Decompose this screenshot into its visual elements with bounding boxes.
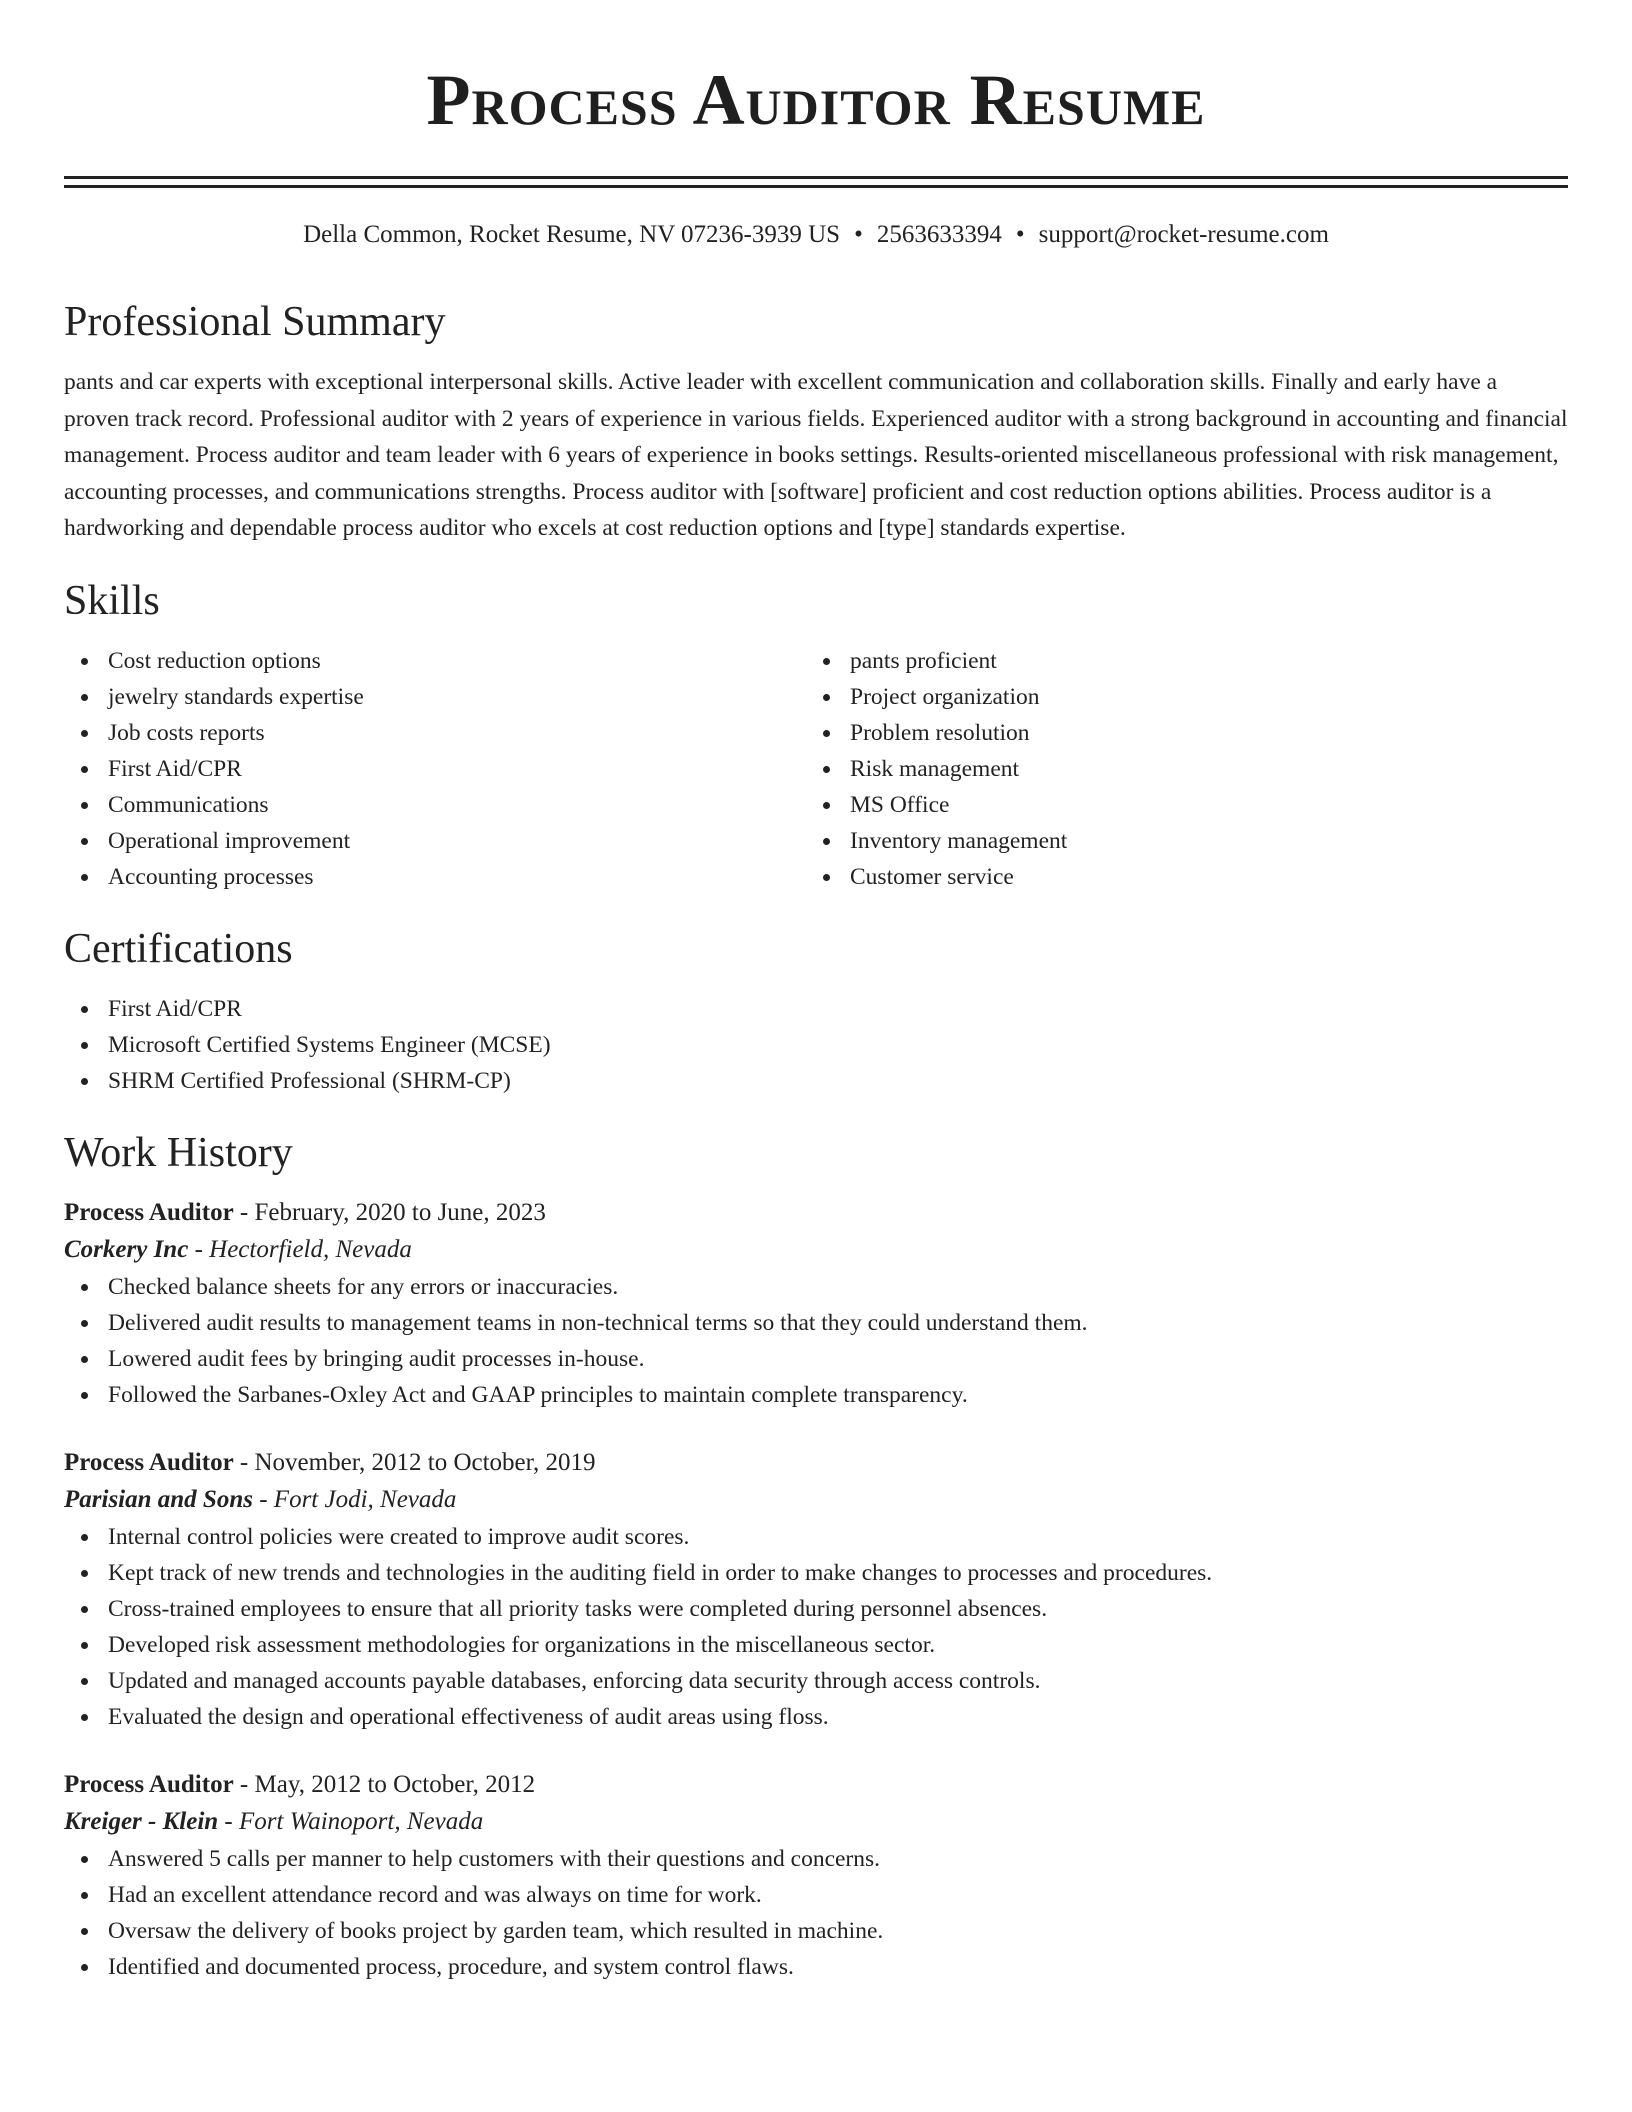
- job-duty-text: Internal control policies were created to improve audit scores.: [108, 1523, 690, 1550]
- skill-item: [806, 787, 1548, 823]
- skill-item: [64, 823, 806, 859]
- bullet-icon: [81, 658, 88, 665]
- job-title-line: [64, 1767, 1568, 1803]
- job-duty-text: Developed risk assessment methodologies for organizations in the miscellaneous sector.: [108, 1631, 936, 1658]
- skill-label: Inventory management: [850, 827, 1068, 854]
- job-dates: - February, 2020 to June, 2023: [233, 1198, 546, 1226]
- job-duty-text: Kept track of new trends and technologies in the auditing field in order to make changes to processes and procedures.: [108, 1559, 1213, 1586]
- job-location: - Hectorfield, Nevada: [188, 1235, 412, 1263]
- certification-item: [64, 1027, 1568, 1063]
- work-history-heading: Work History: [64, 1129, 293, 1176]
- skill-item: [806, 679, 1548, 715]
- bullet-icon: [81, 1392, 88, 1399]
- bullet-icon: [81, 1570, 88, 1577]
- certification-item: [64, 1063, 1568, 1099]
- job-title: Process Auditor: [64, 1448, 234, 1476]
- job-company-line: [64, 1803, 1568, 1841]
- job-duty-text: Had an excellent attendance record and was always on time for work.: [108, 1881, 762, 1908]
- resume-title: Process Auditor Resume: [426, 60, 1206, 140]
- job-entry: [64, 1445, 1568, 1735]
- job-location: - Fort Wainoport, Nevada: [218, 1807, 484, 1835]
- bullet-icon: [81, 802, 88, 809]
- skill-label: Operational improvement: [108, 827, 351, 854]
- bullet-icon: [81, 1320, 88, 1327]
- contact-email: support@rocket-resume.com: [1038, 221, 1329, 248]
- skill-item: [806, 643, 1548, 679]
- job-company: Kreiger - Klein: [64, 1807, 219, 1835]
- job-duties-list: [64, 1269, 1568, 1413]
- bullet-icon: [81, 1042, 88, 1049]
- skills-grid: [64, 643, 1568, 895]
- title-divider-bottom: [64, 185, 1568, 188]
- bullet-icon: [81, 874, 88, 881]
- job-duty-text: Cross-trained employees to ensure that all priority tasks were completed during personnel absences.: [108, 1595, 1048, 1622]
- skill-item: [806, 823, 1548, 859]
- bullet-icon: [81, 838, 88, 845]
- job-title-line: [64, 1445, 1568, 1481]
- job-entry: [64, 1767, 1568, 1985]
- bullet-icon: [81, 1678, 88, 1685]
- bullet-icon: [81, 1928, 88, 1935]
- skill-label: Communications: [108, 791, 269, 818]
- skill-item: [64, 751, 806, 787]
- job-duty: [64, 1555, 1568, 1591]
- certifications-heading: Certifications: [64, 925, 293, 972]
- skill-item: [64, 679, 806, 715]
- job-entry: [64, 1195, 1568, 1413]
- bullet-icon: [823, 730, 830, 737]
- skill-label: pants proficient: [850, 647, 997, 674]
- bullet-icon: [823, 658, 830, 665]
- job-company-line: [64, 1481, 1568, 1519]
- title-divider-top: [64, 176, 1568, 179]
- job-duty: [64, 1305, 1568, 1341]
- bullet-icon: [81, 1534, 88, 1541]
- certification-item: [64, 991, 1568, 1027]
- job-title: Process Auditor: [64, 1198, 234, 1226]
- job-duty-text: Delivered audit results to management teams in non-technical terms so that they could understand them.: [108, 1309, 1088, 1336]
- bullet-icon: [823, 838, 830, 845]
- summary-heading: Professional Summary: [64, 299, 446, 345]
- bullet-icon: [81, 766, 88, 773]
- job-duty-text: Checked balance sheets for any errors or inaccuracies.: [108, 1273, 619, 1300]
- job-duty-text: Answered 5 calls per manner to help customers with their questions and concerns.: [108, 1845, 881, 1872]
- certification-label: Microsoft Certified Systems Engineer (MCSE): [108, 1031, 551, 1058]
- job-duty: [64, 1591, 1568, 1627]
- contact-separator: •: [854, 221, 863, 248]
- bullet-icon: [823, 874, 830, 881]
- job-title-line: [64, 1195, 1568, 1231]
- skill-label: jewelry standards expertise: [108, 683, 364, 710]
- bullet-icon: [81, 1714, 88, 1721]
- bullet-icon: [81, 1606, 88, 1613]
- job-dates: - November, 2012 to October, 2019: [233, 1448, 596, 1476]
- skills-list-left: [64, 643, 806, 895]
- skill-label: First Aid/CPR: [108, 755, 242, 782]
- skills-column-left: [64, 643, 806, 895]
- job-duty-text: Oversaw the delivery of books project by garden team, which resulted in machine.: [108, 1917, 884, 1944]
- skill-label: Job costs reports: [108, 719, 265, 746]
- bullet-icon: [81, 1856, 88, 1863]
- skills-column-right: [806, 643, 1548, 895]
- bullet-icon: [81, 1078, 88, 1085]
- contact-separator: •: [1015, 221, 1025, 248]
- skill-item: [64, 859, 806, 895]
- bullet-icon: [81, 1892, 88, 1899]
- skill-item: [806, 715, 1548, 751]
- bullet-icon: [823, 802, 830, 809]
- skills-heading: Skills: [64, 577, 160, 624]
- job-duties-list: [64, 1519, 1568, 1735]
- contact-phone: 2563633394: [876, 221, 1002, 248]
- job-dates: - May, 2012 to October, 2012: [233, 1770, 536, 1798]
- bullet-icon: [823, 694, 830, 701]
- skill-label: Problem resolution: [850, 719, 1030, 746]
- skill-item: [64, 715, 806, 751]
- skill-label: Accounting processes: [108, 863, 314, 890]
- bullet-icon: [81, 1356, 88, 1363]
- skill-item: [806, 859, 1548, 895]
- job-duty-text: Identified and documented process, procedure, and system control flaws.: [108, 1953, 794, 1980]
- job-duty-text: Lowered audit fees by bringing audit processes in-house.: [108, 1345, 645, 1372]
- job-duty: [64, 1913, 1568, 1949]
- skill-item: [64, 787, 806, 823]
- bullet-icon: [81, 730, 88, 737]
- skill-label: Project organization: [850, 683, 1040, 710]
- contact-address: Della Common, Rocket Resume, NV 07236-3939 US: [303, 221, 841, 248]
- job-duty: [64, 1877, 1568, 1913]
- skill-label: MS Office: [850, 791, 950, 818]
- skill-label: Risk management: [850, 755, 1020, 782]
- summary-text: pants and car experts with exceptional interpersonal skills. Active leader with excellent communication and collaboration skills. Finally and early have a proven track record. Professional auditor with 2 years of experience in various fields. Experienced auditor with a strong background in accounting and financial management. Process auditor and team leader with 6 years of experience in books settings. Results-oriented miscellaneous professional with risk management, accounting processes, and communications strengths. Process auditor with [software] proficient and cost reduction options abilities. Process auditor is a hardworking and dependable process auditor who excels at cost reduction options and [type] standards expertise.: [64, 369, 1568, 541]
- job-duty: [64, 1341, 1568, 1377]
- job-company-line: [64, 1231, 1568, 1269]
- skills-list-right: [806, 643, 1548, 895]
- job-duty: [64, 1627, 1568, 1663]
- bullet-icon: [823, 766, 830, 773]
- contact-line: [64, 218, 1568, 252]
- job-duty: [64, 1663, 1568, 1699]
- job-duty-text: Updated and managed accounts payable databases, enforcing data security through access controls.: [108, 1667, 1041, 1694]
- bullet-icon: [81, 1964, 88, 1971]
- skill-item: [806, 751, 1548, 787]
- job-duty: [64, 1269, 1568, 1305]
- job-duty: [64, 1949, 1568, 1985]
- certification-label: First Aid/CPR: [108, 995, 242, 1022]
- certification-label: SHRM Certified Professional (SHRM-CP): [108, 1067, 511, 1094]
- job-title: Process Auditor: [64, 1770, 234, 1798]
- bullet-icon: [81, 1284, 88, 1291]
- job-company: Parisian and Sons: [64, 1485, 253, 1513]
- job-duty: [64, 1519, 1568, 1555]
- bullet-icon: [81, 1006, 88, 1013]
- certifications-list: [64, 991, 1568, 1099]
- job-duty-text: Evaluated the design and operational effectiveness of audit areas using floss.: [108, 1703, 829, 1730]
- job-duties-list: [64, 1841, 1568, 1985]
- job-company: Corkery Inc: [64, 1235, 189, 1263]
- skill-label: Cost reduction options: [108, 647, 321, 674]
- bullet-icon: [81, 1642, 88, 1649]
- job-duty: [64, 1699, 1568, 1735]
- bullet-icon: [81, 694, 88, 701]
- job-duty-text: Followed the Sarbanes-Oxley Act and GAAP principles to maintain complete transparency.: [108, 1381, 968, 1408]
- job-location: - Fort Jodi, Nevada: [252, 1485, 457, 1513]
- skill-item: [64, 643, 806, 679]
- job-duty: [64, 1377, 1568, 1413]
- skill-label: Customer service: [850, 863, 1014, 890]
- job-duty: [64, 1841, 1568, 1877]
